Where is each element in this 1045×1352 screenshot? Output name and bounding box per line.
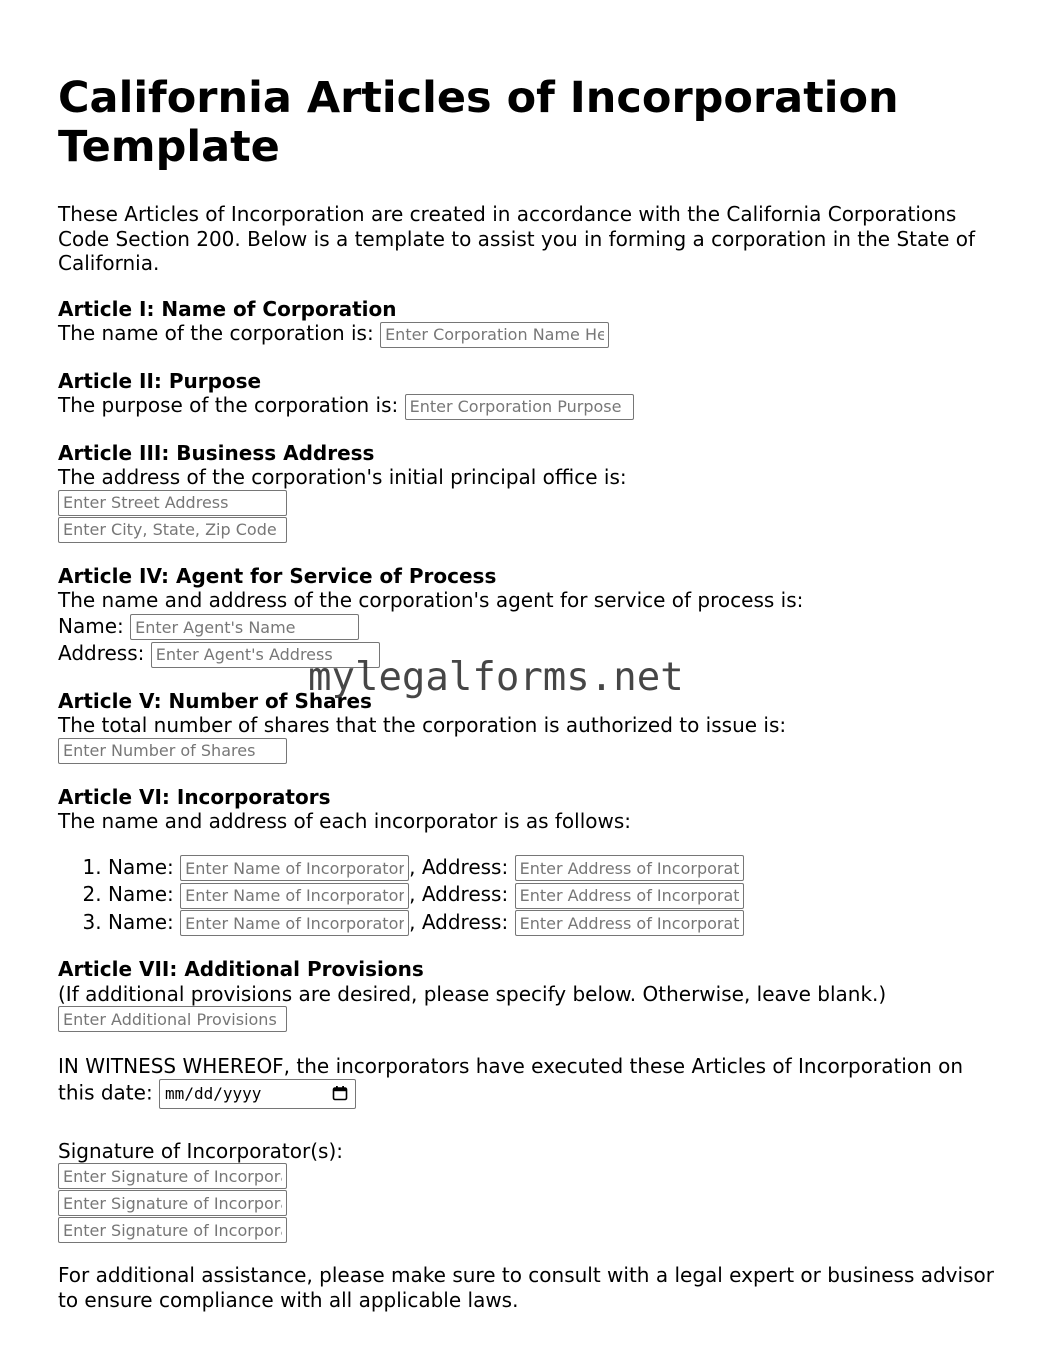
article-3-section <box>58 441 998 543</box>
incorporators-list <box>58 854 998 937</box>
signature-1-input[interactable] <box>58 1163 287 1189</box>
corporation-purpose-input[interactable] <box>405 394 634 420</box>
article-2-section <box>58 369 998 420</box>
page-title: California Articles of Incorporation Template <box>58 73 899 172</box>
article-7-heading: Article VII: Additional Provisions <box>58 957 424 981</box>
article-6-heading: Article VI: Incorporators <box>58 784 331 809</box>
article-2-line <box>58 393 998 420</box>
corporation-name-input[interactable] <box>380 322 609 348</box>
agent-name-input[interactable] <box>130 614 359 640</box>
article-3-text: The address of the corporation's initial principal office is: <box>58 465 627 489</box>
article-3-heading: Article III: Business Address <box>58 440 375 465</box>
incorporator-name-label: Name: <box>108 882 174 906</box>
street-address-input[interactable] <box>58 490 287 516</box>
signature-label: Signature of Incorporator(s): <box>58 1138 343 1163</box>
execution-date-picker[interactable] <box>159 1079 356 1109</box>
article-5-text: The total number of shares that the corporation is authorized to issue is: <box>58 713 787 737</box>
witness-section <box>58 1054 998 1109</box>
signature-section <box>58 1139 998 1244</box>
agent-name-row <box>58 613 998 641</box>
incorporator-address-label: , Address: <box>409 882 509 906</box>
article-4-heading: Article IV: Agent for Service of Process <box>58 563 497 588</box>
incorporator-address-label: , Address: <box>409 909 509 934</box>
incorporator-name-label: Name: <box>108 854 174 879</box>
incorporator-1-name-input[interactable] <box>180 855 409 881</box>
number-of-shares-input[interactable] <box>58 738 287 764</box>
article-2-heading: Article II: Purpose <box>58 368 262 393</box>
article-1-text: The name of the corporation is: <box>58 321 374 345</box>
agent-address-label: Address: <box>58 641 145 665</box>
agent-name-label: Name: <box>58 613 124 638</box>
additional-provisions-input[interactable] <box>58 1006 287 1032</box>
incorporator-address-label: , Address: <box>409 854 509 879</box>
article-5-heading: Article V: Number of Shares <box>58 688 372 713</box>
incorporator-2-address-input[interactable] <box>515 883 744 909</box>
signature-3-input[interactable] <box>58 1217 287 1243</box>
incorporator-1-address-input[interactable] <box>515 855 744 881</box>
incorporator-3-address-input[interactable] <box>515 910 744 936</box>
intro-paragraph: These Articles of Incorporation are created in accordance with the California Corporations Code Section 200. Below is a template to assist you in forming a corporation in the State of California. <box>58 202 976 275</box>
signature-2-input[interactable] <box>58 1190 287 1216</box>
article-7-section <box>58 957 998 1032</box>
list-item <box>108 854 998 882</box>
article-2-text: The purpose of the corporation is: <box>58 393 399 417</box>
article-7-text: (If additional provisions are desired, please specify below. Otherwise, leave blank.) <box>58 981 887 1006</box>
article-1-line <box>58 321 998 348</box>
watermark-text: mylegalforms.net <box>308 655 684 700</box>
shares-field-wrap <box>58 738 998 764</box>
date-format-text: mm/dd/yyyy <box>165 1083 262 1103</box>
list-item <box>108 909 998 937</box>
incorporator-3-name-input[interactable] <box>180 910 409 936</box>
signature-fields <box>58 1163 998 1243</box>
article-1-section <box>58 297 998 348</box>
business-address-fields <box>58 490 998 543</box>
additional-provisions-wrap <box>58 1006 998 1032</box>
incorporator-2-name-input[interactable] <box>180 883 409 909</box>
article-6-section <box>58 785 998 937</box>
list-item <box>108 881 998 909</box>
article-1-heading: Article I: Name of Corporation <box>58 296 397 321</box>
city-state-zip-input[interactable] <box>58 517 287 543</box>
article-4-section <box>58 564 998 668</box>
witness-text: IN WITNESS WHEREOF, the incorporators have executed these Articles of Incorporation on this date: <box>58 1054 964 1104</box>
incorporator-name-label: Name: <box>108 909 174 934</box>
article-4-text: The name and address of the corporation's agent for service of process is: <box>58 588 804 612</box>
execution-date-input[interactable] <box>159 1079 356 1109</box>
article-6-text: The name and address of each incorporator is as follows: <box>58 809 632 833</box>
closing-paragraph: For additional assistance, please make sure to consult with a legal expert or business advisor to ensure compliance with all applicable laws. <box>58 1263 994 1312</box>
